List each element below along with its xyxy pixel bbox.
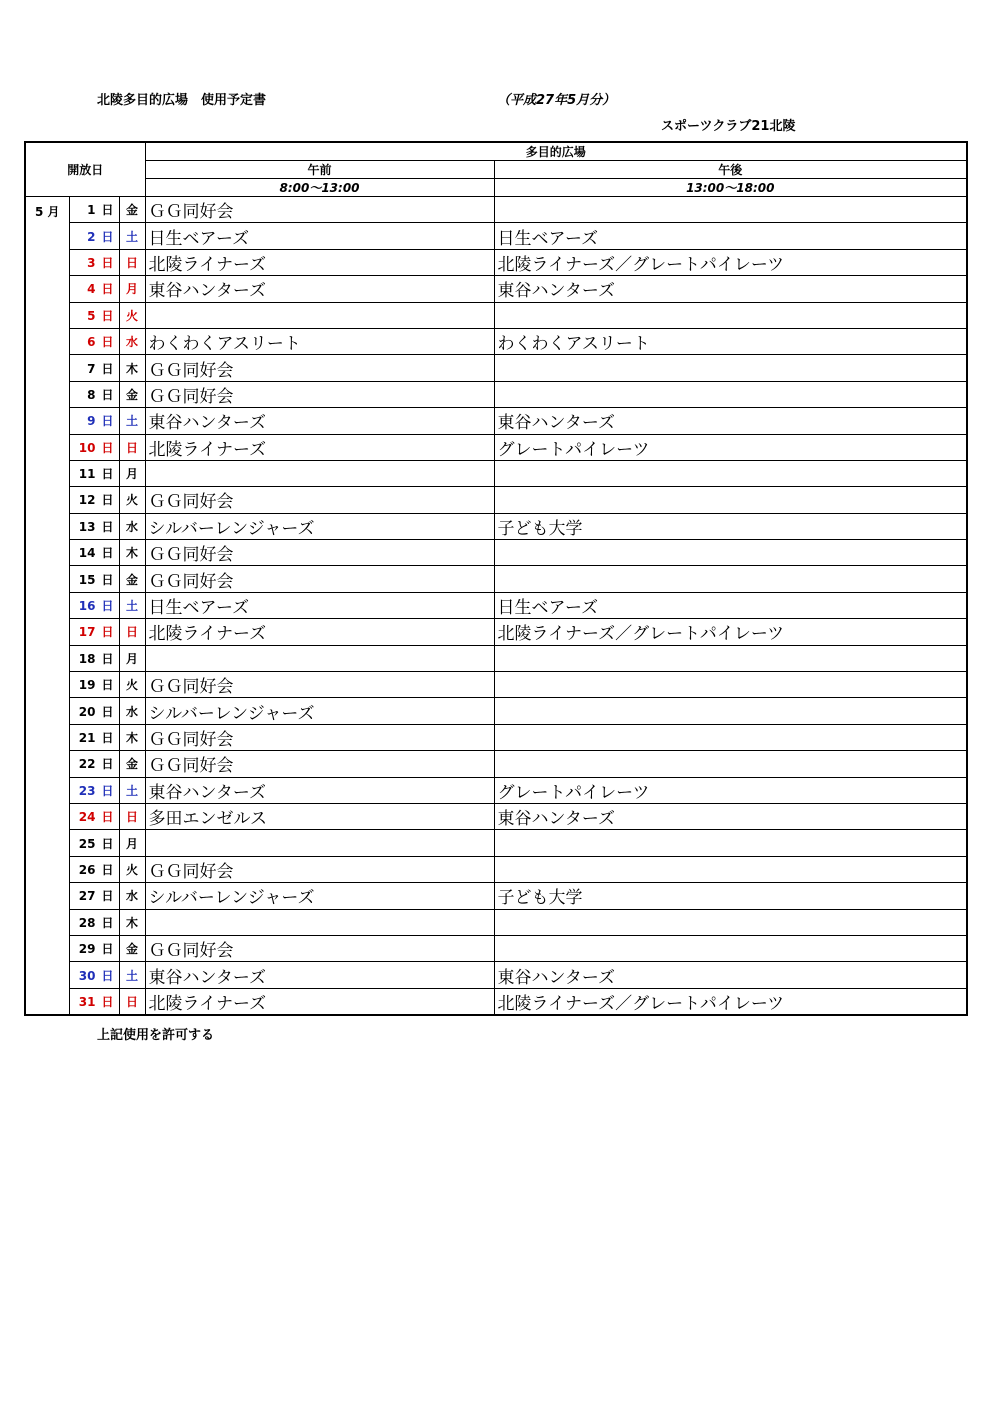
table-row xyxy=(25,724,967,750)
weekday-cell: 月 xyxy=(119,460,145,486)
weekday-cell: 火 xyxy=(119,672,145,698)
weekday-cell: 土 xyxy=(119,777,145,803)
table-row xyxy=(25,645,967,671)
am-booking: 北陵ライナーズ xyxy=(145,619,494,645)
pm-booking xyxy=(494,935,967,961)
day-suffix: 日 xyxy=(101,599,114,614)
pm-booking xyxy=(494,540,967,566)
am-booking: ＧＧ同好会 xyxy=(145,856,494,882)
am-booking: 北陵ライナーズ xyxy=(145,434,494,460)
period-label: （平成27年5月分） xyxy=(497,93,616,108)
day-value: 13 xyxy=(78,519,96,534)
pm-booking xyxy=(494,302,967,328)
day-suffix: 日 xyxy=(101,757,114,772)
day-number xyxy=(69,803,119,829)
day-number xyxy=(69,223,119,249)
day-number xyxy=(69,672,119,698)
document-title: 北陵多目的広場 使用予定書 xyxy=(97,93,267,108)
am-booking xyxy=(145,302,494,328)
day-number xyxy=(69,724,119,750)
am-booking: ＧＧ同好会 xyxy=(145,566,494,592)
am-booking: ＧＧ同好会 xyxy=(145,751,494,777)
table-row xyxy=(25,513,967,539)
am-booking: 東谷ハンターズ xyxy=(145,276,494,302)
pm-booking xyxy=(494,381,967,407)
am-booking: 東谷ハンターズ xyxy=(145,962,494,988)
day-value: 22 xyxy=(78,757,96,772)
day-value: 16 xyxy=(78,599,96,614)
table-row xyxy=(25,962,967,988)
pm-booking xyxy=(494,645,967,671)
pm-booking xyxy=(494,355,967,381)
table-row xyxy=(25,302,967,328)
day-number xyxy=(69,487,119,513)
am-booking: シルバーレンジャーズ xyxy=(145,698,494,724)
am-booking: 東谷ハンターズ xyxy=(145,408,494,434)
table-row xyxy=(25,777,967,803)
table-row xyxy=(25,487,967,513)
pm-time-header: 13:00～18:00 xyxy=(494,179,967,197)
weekday-cell: 日 xyxy=(119,988,145,1015)
day-suffix: 日 xyxy=(101,651,114,666)
pm-booking xyxy=(494,724,967,750)
am-booking xyxy=(145,830,494,856)
day-value: 14 xyxy=(78,546,96,561)
day-number xyxy=(69,302,119,328)
am-booking: 北陵ライナーズ xyxy=(145,988,494,1015)
am-booking: ＧＧ同好会 xyxy=(145,672,494,698)
weekday-cell: 火 xyxy=(119,856,145,882)
day-suffix: 日 xyxy=(101,862,114,877)
am-booking xyxy=(145,645,494,671)
day-number xyxy=(69,645,119,671)
day-number xyxy=(69,460,119,486)
am-booking: シルバーレンジャーズ xyxy=(145,883,494,909)
am-booking xyxy=(145,460,494,486)
pm-booking: 東谷ハンターズ xyxy=(494,962,967,988)
day-value: 17 xyxy=(78,625,96,640)
day-suffix: 日 xyxy=(101,308,114,323)
pm-booking xyxy=(494,566,967,592)
pm-booking: 北陵ライナーズ／グレートパイレーツ xyxy=(494,249,967,275)
weekday-cell: 月 xyxy=(119,830,145,856)
day-value: 7 xyxy=(87,361,96,376)
day-suffix: 日 xyxy=(101,731,114,745)
table-row xyxy=(25,408,967,434)
day-value: 15 xyxy=(78,572,96,587)
day-suffix: 日 xyxy=(101,519,114,534)
am-booking: ＧＧ同好会 xyxy=(145,381,494,407)
pm-booking: グレートパイレーツ xyxy=(494,434,967,460)
weekday-cell: 火 xyxy=(119,487,145,513)
day-value: 1 xyxy=(87,203,96,218)
day-number xyxy=(69,830,119,856)
table-row xyxy=(25,460,967,486)
weekday-cell: 金 xyxy=(119,381,145,407)
day-value: 23 xyxy=(78,783,96,798)
pm-booking: 日生ベアーズ xyxy=(494,223,967,249)
day-number xyxy=(69,619,119,645)
day-suffix: 日 xyxy=(101,361,114,376)
weekday-cell: 日 xyxy=(119,434,145,460)
am-booking: ＧＧ同好会 xyxy=(145,197,494,223)
day-value: 30 xyxy=(78,968,96,983)
day-number xyxy=(69,197,119,223)
pm-booking: 東谷ハンターズ xyxy=(494,276,967,302)
pm-booking: 北陵ライナーズ／グレートパイレーツ xyxy=(494,988,967,1015)
table-row xyxy=(25,540,967,566)
day-suffix: 日 xyxy=(101,915,114,930)
day-number xyxy=(69,408,119,434)
weekday-cell: 月 xyxy=(119,645,145,671)
day-suffix: 日 xyxy=(101,783,114,798)
day-number xyxy=(69,381,119,407)
organization-name: スポーツクラブ21北陵 xyxy=(661,119,796,134)
pm-booking: わくわくアスリート xyxy=(494,328,967,354)
day-value: 3 xyxy=(87,255,96,270)
table-row xyxy=(25,856,967,882)
weekday-cell: 水 xyxy=(119,328,145,354)
day-number xyxy=(69,751,119,777)
venue-header: 多目的広場 xyxy=(145,142,967,161)
table-row xyxy=(25,249,967,275)
weekday-cell: 火 xyxy=(119,302,145,328)
table-row xyxy=(25,672,967,698)
day-suffix: 日 xyxy=(101,255,114,270)
day-value: 8 xyxy=(87,387,96,402)
weekday-cell: 木 xyxy=(119,909,145,935)
table-row xyxy=(25,909,967,935)
weekday-cell: 金 xyxy=(119,751,145,777)
pm-booking xyxy=(494,830,967,856)
day-value: 4 xyxy=(87,282,96,297)
am-booking: 日生ベアーズ xyxy=(145,592,494,618)
table-row xyxy=(25,698,967,724)
table-row xyxy=(25,223,967,249)
day-suffix: 日 xyxy=(101,942,114,957)
weekday-cell: 土 xyxy=(119,223,145,249)
am-booking: 東谷ハンターズ xyxy=(145,777,494,803)
table-row xyxy=(25,751,967,777)
day-number xyxy=(69,962,119,988)
day-suffix: 日 xyxy=(101,889,114,904)
day-number xyxy=(69,777,119,803)
weekday-cell: 木 xyxy=(119,355,145,381)
pm-booking: 日生ベアーズ xyxy=(494,592,967,618)
table-row xyxy=(25,197,967,223)
day-value: 26 xyxy=(78,862,96,877)
pm-booking xyxy=(494,751,967,777)
day-suffix: 日 xyxy=(101,836,114,851)
table-row xyxy=(25,803,967,829)
weekday-cell: 土 xyxy=(119,962,145,988)
pm-header: 午後 xyxy=(494,161,967,179)
am-booking: わくわくアスリート xyxy=(145,328,494,354)
day-number xyxy=(69,698,119,724)
day-suffix: 日 xyxy=(101,414,114,429)
day-number xyxy=(69,276,119,302)
weekday-cell: 水 xyxy=(119,883,145,909)
weekday-cell: 木 xyxy=(119,540,145,566)
day-suffix: 日 xyxy=(101,203,114,218)
am-booking xyxy=(145,909,494,935)
day-value: 6 xyxy=(87,335,96,350)
pm-booking xyxy=(494,197,967,223)
day-number xyxy=(69,856,119,882)
table-row xyxy=(25,592,967,618)
approval-note: 上記使用を許可する xyxy=(97,1028,215,1043)
am-booking: 北陵ライナーズ xyxy=(145,249,494,275)
table-row xyxy=(25,328,967,354)
weekday-cell: 木 xyxy=(119,724,145,750)
day-value: 9 xyxy=(87,414,96,429)
day-number xyxy=(69,935,119,961)
pm-booking: グレートパイレーツ xyxy=(494,777,967,803)
day-suffix: 日 xyxy=(101,387,114,402)
pm-booking xyxy=(494,856,967,882)
day-value: 29 xyxy=(78,942,96,957)
table-row xyxy=(25,276,967,302)
am-booking: 多田エンゼルス xyxy=(145,803,494,829)
pm-booking: 子ども大学 xyxy=(494,883,967,909)
table-row xyxy=(25,355,967,381)
schedule-table xyxy=(24,141,968,1016)
day-number xyxy=(69,566,119,592)
day-value: 11 xyxy=(78,467,96,482)
weekday-cell: 日 xyxy=(119,249,145,275)
pm-booking xyxy=(494,909,967,935)
day-value: 28 xyxy=(78,915,96,930)
day-number xyxy=(69,355,119,381)
pm-booking: 東谷ハンターズ xyxy=(494,408,967,434)
open-day-header: 開放日 xyxy=(25,142,145,197)
day-number xyxy=(69,434,119,460)
day-suffix: 日 xyxy=(101,810,114,825)
day-suffix: 日 xyxy=(101,546,114,561)
day-value: 2 xyxy=(87,229,96,244)
weekday-cell: 金 xyxy=(119,566,145,592)
weekday-cell: 水 xyxy=(119,513,145,539)
day-number xyxy=(69,540,119,566)
day-suffix: 日 xyxy=(101,994,114,1009)
weekday-cell: 日 xyxy=(119,803,145,829)
pm-booking xyxy=(494,487,967,513)
am-booking: ＧＧ同好会 xyxy=(145,540,494,566)
pm-booking xyxy=(494,698,967,724)
day-number xyxy=(69,883,119,909)
am-time-header: 8:00～13:00 xyxy=(145,179,494,197)
day-value: 18 xyxy=(78,651,96,666)
day-value: 31 xyxy=(78,994,96,1009)
table-row xyxy=(25,619,967,645)
day-suffix: 日 xyxy=(101,968,114,983)
day-suffix: 日 xyxy=(101,704,114,719)
day-value: 19 xyxy=(78,678,96,693)
am-booking: 日生ベアーズ xyxy=(145,223,494,249)
day-number xyxy=(69,988,119,1015)
day-number xyxy=(69,513,119,539)
am-header: 午前 xyxy=(145,161,494,179)
am-booking: ＧＧ同好会 xyxy=(145,355,494,381)
table-row xyxy=(25,830,967,856)
weekday-cell: 金 xyxy=(119,935,145,961)
table-row xyxy=(25,935,967,961)
pm-booking: 北陵ライナーズ／グレートパイレーツ xyxy=(494,619,967,645)
pm-booking xyxy=(494,460,967,486)
day-suffix: 日 xyxy=(101,493,114,508)
day-suffix: 日 xyxy=(101,440,114,455)
weekday-cell: 土 xyxy=(119,592,145,618)
day-value: 12 xyxy=(78,493,96,508)
day-value: 24 xyxy=(78,810,96,825)
am-booking: ＧＧ同好会 xyxy=(145,487,494,513)
weekday-cell: 土 xyxy=(119,408,145,434)
pm-booking: 子ども大学 xyxy=(494,513,967,539)
weekday-cell: 金 xyxy=(119,197,145,223)
table-row xyxy=(25,883,967,909)
am-booking: シルバーレンジャーズ xyxy=(145,513,494,539)
am-booking: ＧＧ同好会 xyxy=(145,724,494,750)
day-suffix: 日 xyxy=(101,467,114,482)
month-cell: 5 月 xyxy=(25,197,69,1015)
day-value: 21 xyxy=(78,731,96,745)
day-suffix: 日 xyxy=(101,335,114,350)
pm-booking: 東谷ハンターズ xyxy=(494,803,967,829)
day-number xyxy=(69,909,119,935)
day-value: 27 xyxy=(78,889,96,904)
day-number xyxy=(69,328,119,354)
day-value: 20 xyxy=(78,704,96,719)
day-suffix: 日 xyxy=(101,572,114,587)
table-row xyxy=(25,566,967,592)
am-booking: ＧＧ同好会 xyxy=(145,935,494,961)
day-suffix: 日 xyxy=(101,282,114,297)
day-value: 5 xyxy=(87,308,96,323)
day-suffix: 日 xyxy=(101,625,114,640)
table-row xyxy=(25,434,967,460)
day-value: 25 xyxy=(78,836,96,851)
weekday-cell: 日 xyxy=(119,619,145,645)
table-row xyxy=(25,381,967,407)
weekday-cell: 月 xyxy=(119,276,145,302)
day-suffix: 日 xyxy=(101,678,114,693)
day-number xyxy=(69,592,119,618)
table-row xyxy=(25,988,967,1015)
weekday-cell: 水 xyxy=(119,698,145,724)
pm-booking xyxy=(494,672,967,698)
day-number xyxy=(69,249,119,275)
day-value: 10 xyxy=(78,440,96,455)
day-suffix: 日 xyxy=(101,229,114,244)
